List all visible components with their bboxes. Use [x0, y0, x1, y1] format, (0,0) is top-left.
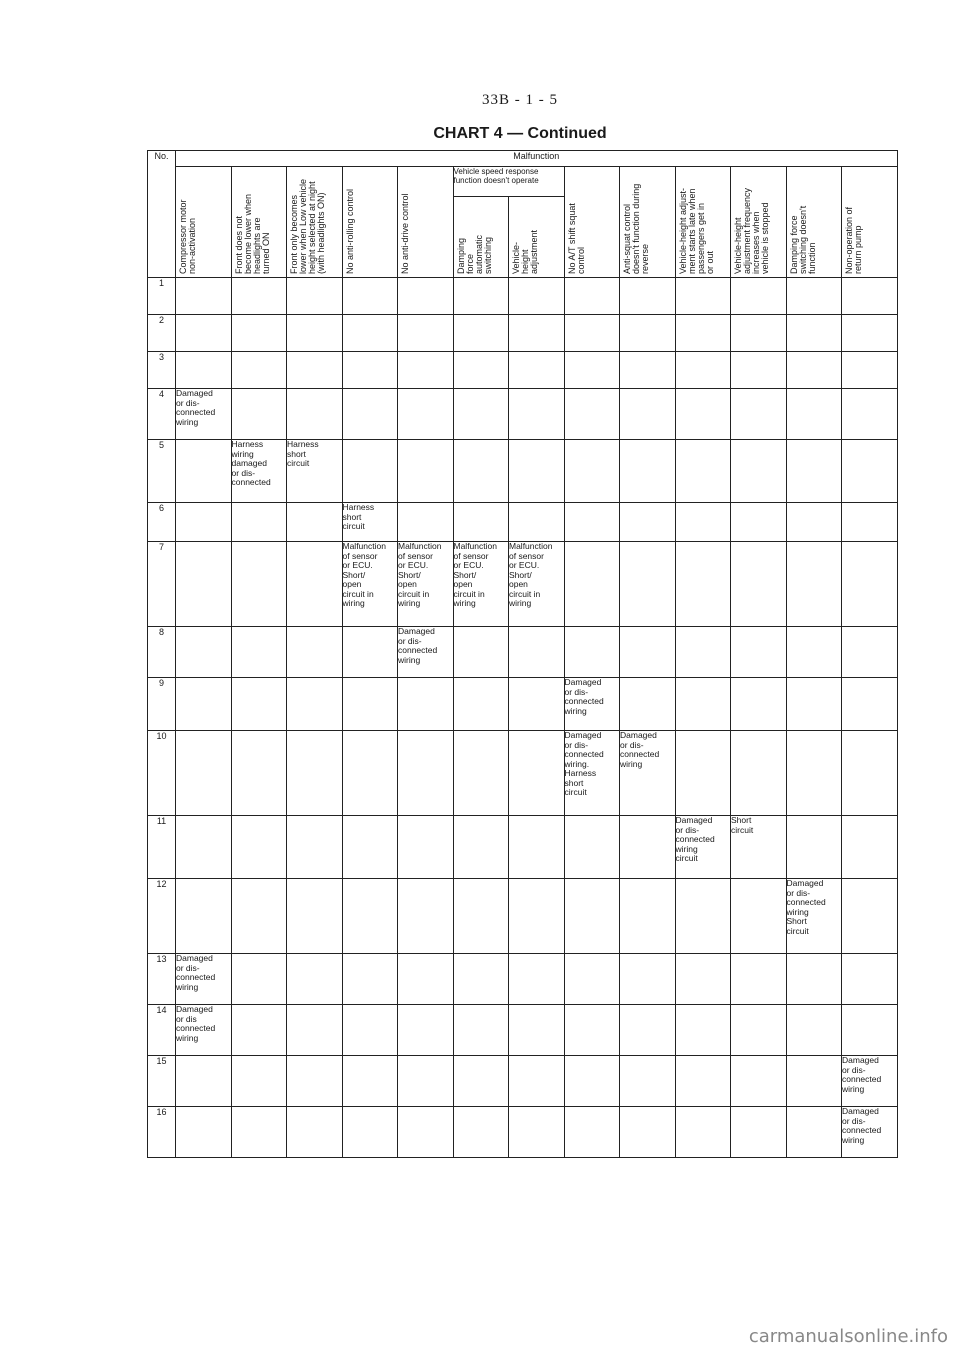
table-cell [509, 278, 565, 315]
table-cell [620, 879, 676, 954]
table-cell [398, 816, 454, 879]
table-cell [731, 278, 787, 315]
table-cell [786, 678, 842, 731]
table-cell: Damaged or dis- connected wiring [176, 954, 232, 1005]
column-header: Damping force automatic switching [453, 196, 509, 277]
table-cell [287, 503, 343, 542]
table-cell [620, 816, 676, 879]
table-cell [398, 879, 454, 954]
table-cell [731, 731, 787, 816]
table-cell [842, 440, 898, 503]
table-cell [675, 627, 731, 678]
table-cell [231, 503, 287, 542]
table-cell [176, 816, 232, 879]
table-cell [287, 315, 343, 352]
table-cell [453, 503, 509, 542]
table-cell [342, 1107, 398, 1158]
table-cell [620, 389, 676, 440]
table-cell [453, 816, 509, 879]
table-cell [287, 731, 343, 816]
table-row [148, 1107, 898, 1158]
row-number: 15 [148, 1056, 176, 1107]
row-number: 16 [148, 1107, 176, 1158]
row-number: 1 [148, 278, 176, 315]
table-cell [509, 954, 565, 1005]
table-cell [453, 278, 509, 315]
row-number: 6 [148, 503, 176, 542]
table-cell [731, 503, 787, 542]
table-cell [342, 816, 398, 879]
table-cell [564, 503, 620, 542]
table-row [148, 315, 898, 352]
table-cell [620, 1056, 676, 1107]
table-row [148, 816, 898, 879]
table-cell [287, 1005, 343, 1056]
table-cell [564, 352, 620, 389]
table-cell: Damaged or dis- connected wiring. Harness short circuit [564, 731, 620, 816]
table-row [148, 503, 898, 542]
table-cell [620, 440, 676, 503]
table-cell [509, 1056, 565, 1107]
table-cell [842, 542, 898, 627]
table-cell [176, 315, 232, 352]
table-cell [231, 1056, 287, 1107]
table-row [148, 278, 898, 315]
table-cell [786, 278, 842, 315]
table-cell [398, 1005, 454, 1056]
footer-watermark: carmanualsonline.info [748, 1326, 948, 1347]
table-row [148, 1056, 898, 1107]
table-cell [675, 1056, 731, 1107]
table-cell [509, 1107, 565, 1158]
row-number: 5 [148, 440, 176, 503]
table-cell [731, 542, 787, 627]
table-cell [675, 954, 731, 1005]
table-cell [564, 879, 620, 954]
row-number: 7 [148, 542, 176, 627]
table-cell [398, 678, 454, 731]
table-cell [342, 389, 398, 440]
table-cell [398, 954, 454, 1005]
table-cell [176, 503, 232, 542]
table-cell [176, 1107, 232, 1158]
table-cell [453, 954, 509, 1005]
table-cell [453, 678, 509, 731]
table-cell [786, 954, 842, 1005]
table-cell [564, 954, 620, 1005]
chart-body [148, 278, 898, 1158]
row-number: 11 [148, 816, 176, 879]
table-cell [453, 1107, 509, 1158]
table-cell [453, 352, 509, 389]
table-cell [731, 440, 787, 503]
table-cell [342, 627, 398, 678]
table-cell [842, 315, 898, 352]
table-cell [731, 879, 787, 954]
table-cell [287, 879, 343, 954]
table-cell [675, 1005, 731, 1056]
table-cell [453, 440, 509, 503]
table-cell [675, 1107, 731, 1158]
table-cell: Damaged or dis- connected wiring [176, 389, 232, 440]
table-cell [231, 315, 287, 352]
table-cell [786, 1107, 842, 1158]
table-cell [231, 389, 287, 440]
table-cell [620, 315, 676, 352]
table-cell [564, 315, 620, 352]
table-cell: Damaged or dis- connected wiring [564, 678, 620, 731]
table-cell [620, 278, 676, 315]
table-cell [731, 627, 787, 678]
table-row [148, 440, 898, 503]
table-row [148, 389, 898, 440]
table-cell [842, 879, 898, 954]
table-cell: Damaged or dis- connected wiring [398, 627, 454, 678]
table-cell [176, 440, 232, 503]
table-cell [453, 1005, 509, 1056]
table-cell [675, 352, 731, 389]
table-cell [509, 352, 565, 389]
table-cell [342, 352, 398, 389]
table-cell [509, 816, 565, 879]
table-cell [620, 627, 676, 678]
table-cell [509, 315, 565, 352]
table-cell [453, 627, 509, 678]
table-cell: Harness wiring damaged or dis- connected [231, 440, 287, 503]
table-cell [342, 678, 398, 731]
table-cell [564, 1056, 620, 1107]
table-cell [453, 1056, 509, 1107]
table-cell [231, 542, 287, 627]
table-cell [564, 440, 620, 503]
table-cell [231, 954, 287, 1005]
table-cell [176, 352, 232, 389]
table-cell [176, 542, 232, 627]
table-row [148, 1005, 898, 1056]
table-cell [231, 678, 287, 731]
column-header: Front does not become lower when headlights are turned ON [231, 167, 287, 278]
table-cell [675, 389, 731, 440]
table-row [148, 731, 898, 816]
table-cell [620, 678, 676, 731]
row-number: 12 [148, 879, 176, 954]
table-cell: Damaged or dis- connected wiring circuit [675, 816, 731, 879]
table-cell [842, 954, 898, 1005]
table-cell [786, 389, 842, 440]
column-header: Front only becomes lower when Low vehicle height selected at night (with headlights ON) [287, 167, 343, 278]
table-cell [675, 440, 731, 503]
table-cell [287, 954, 343, 1005]
table-row [148, 352, 898, 389]
table-cell [287, 627, 343, 678]
table-cell [842, 816, 898, 879]
table-cell [509, 627, 565, 678]
table-cell [176, 879, 232, 954]
table-cell [398, 352, 454, 389]
chart-title: CHART 4 — Continued [433, 125, 607, 142]
table-cell [509, 879, 565, 954]
table-cell [453, 879, 509, 954]
column-header: Vehicle-height adjustment frequency increases when vehicle is stopped [731, 167, 787, 278]
table-cell [842, 278, 898, 315]
table-cell [842, 1005, 898, 1056]
table-cell [620, 352, 676, 389]
table-cell [786, 352, 842, 389]
row-number: 2 [148, 315, 176, 352]
table-cell [342, 315, 398, 352]
table-cell [675, 503, 731, 542]
table-cell [398, 503, 454, 542]
table-cell [176, 278, 232, 315]
table-cell [731, 1005, 787, 1056]
table-cell [509, 389, 565, 440]
table-cell: Short circuit [731, 816, 787, 879]
table-cell [287, 1056, 343, 1107]
column-header: Vehicle-height adjust- ment starts late when passengers get in or out [675, 167, 731, 278]
table-cell [786, 542, 842, 627]
table-cell [342, 954, 398, 1005]
table-cell [786, 731, 842, 816]
malfunction-header: Malfunction [176, 151, 898, 167]
table-cell [675, 731, 731, 816]
column-header: No anti-rolling control [342, 167, 398, 278]
table-cell [231, 627, 287, 678]
table-cell [564, 816, 620, 879]
table-cell [398, 731, 454, 816]
table-cell [287, 816, 343, 879]
table-row [148, 954, 898, 1005]
table-cell [398, 278, 454, 315]
table-cell [342, 1005, 398, 1056]
row-number: 4 [148, 389, 176, 440]
table-cell [176, 678, 232, 731]
table-cell [620, 542, 676, 627]
table-cell [231, 731, 287, 816]
column-header: Compressor motor non-activation [176, 167, 232, 278]
table-cell [731, 352, 787, 389]
table-cell: Harness short circuit [287, 440, 343, 503]
table-cell [842, 503, 898, 542]
row-number: 3 [148, 352, 176, 389]
column-header: Vehicle- height adjustment [509, 196, 565, 277]
table-cell [287, 389, 343, 440]
table-cell [287, 542, 343, 627]
column-header: Anti-squat control doesn't function during reverse [620, 167, 676, 278]
table-cell [842, 731, 898, 816]
table-row [148, 627, 898, 678]
table-cell [564, 1005, 620, 1056]
table-cell [564, 278, 620, 315]
table-cell [731, 954, 787, 1005]
table-cell [786, 627, 842, 678]
table-cell [731, 389, 787, 440]
table-row [148, 879, 898, 954]
table-cell [453, 731, 509, 816]
table-cell [620, 1005, 676, 1056]
no-column-header: No. [148, 151, 176, 278]
table-cell [731, 1107, 787, 1158]
table-cell: Malfunction of sensor or ECU. Short/ open circuit in wiring [453, 542, 509, 627]
row-number: 13 [148, 954, 176, 1005]
table-cell: Malfunction of sensor or ECU. Short/ open circuit in wiring [398, 542, 454, 627]
table-cell [675, 678, 731, 731]
table-cell [675, 278, 731, 315]
table-cell [231, 816, 287, 879]
table-row [148, 542, 898, 627]
table-cell [398, 1056, 454, 1107]
table-cell: Damaged or dis- connected wiring Short circuit [786, 879, 842, 954]
column-header: No anti-drive control [398, 167, 454, 278]
row-number: 8 [148, 627, 176, 678]
table-cell [731, 678, 787, 731]
table-cell [398, 1107, 454, 1158]
table-cell: Damaged or dis- connected wiring [620, 731, 676, 816]
table-cell [231, 1107, 287, 1158]
table-cell [287, 352, 343, 389]
table-cell [231, 352, 287, 389]
table-cell [842, 389, 898, 440]
table-cell [564, 542, 620, 627]
table-cell [287, 678, 343, 731]
table-cell [509, 1005, 565, 1056]
table-cell [564, 389, 620, 440]
table-row [148, 678, 898, 731]
table-cell [398, 440, 454, 503]
table-cell [786, 315, 842, 352]
table-cell: Malfunction of sensor or ECU. Short/ open circuit in wiring [509, 542, 565, 627]
row-number: 14 [148, 1005, 176, 1056]
table-cell [731, 1056, 787, 1107]
table-cell [564, 627, 620, 678]
table-cell [509, 440, 565, 503]
table-cell [509, 503, 565, 542]
malfunction-chart [147, 150, 898, 1158]
table-cell [786, 440, 842, 503]
table-cell [675, 315, 731, 352]
table-cell [287, 278, 343, 315]
vehicle-speed-group-header: Vehicle speed response function doesn't operate [453, 167, 564, 197]
table-cell [675, 879, 731, 954]
table-cell: Harness short circuit [342, 503, 398, 542]
column-header: Damping force switching doesn't function [786, 167, 842, 278]
table-cell [842, 352, 898, 389]
table-cell [398, 389, 454, 440]
table-cell [842, 627, 898, 678]
table-cell [176, 627, 232, 678]
table-cell [176, 1056, 232, 1107]
table-cell [620, 954, 676, 1005]
table-cell [620, 1107, 676, 1158]
table-cell [342, 440, 398, 503]
table-cell [842, 678, 898, 731]
table-cell [342, 278, 398, 315]
table-cell [342, 1056, 398, 1107]
table-cell [231, 1005, 287, 1056]
table-cell [786, 816, 842, 879]
table-cell: Damaged or dis- connected wiring [842, 1107, 898, 1158]
table-cell [620, 503, 676, 542]
table-cell [564, 1107, 620, 1158]
table-cell [786, 1005, 842, 1056]
table-cell [231, 879, 287, 954]
page-number: 33B - 1 - 5 [482, 92, 558, 108]
table-cell [509, 678, 565, 731]
table-cell [231, 278, 287, 315]
table-cell [453, 389, 509, 440]
column-header: Non-operation of return pump [842, 167, 898, 278]
table-cell [786, 1056, 842, 1107]
table-cell [453, 315, 509, 352]
table-cell [398, 315, 454, 352]
table-cell [287, 1107, 343, 1158]
table-cell: Malfunction of sensor or ECU. Short/ open circuit in wiring [342, 542, 398, 627]
table-cell [342, 879, 398, 954]
row-number: 10 [148, 731, 176, 816]
column-header: No A/T shift squat control [564, 167, 620, 278]
table-cell [342, 731, 398, 816]
table-cell [509, 731, 565, 816]
table-cell: Damaged or dis connected wiring [176, 1005, 232, 1056]
row-number: 9 [148, 678, 176, 731]
table-cell [675, 542, 731, 627]
table-cell [176, 731, 232, 816]
table-cell [786, 503, 842, 542]
table-cell [731, 315, 787, 352]
table-cell: Damaged or dis- connected wiring [842, 1056, 898, 1107]
